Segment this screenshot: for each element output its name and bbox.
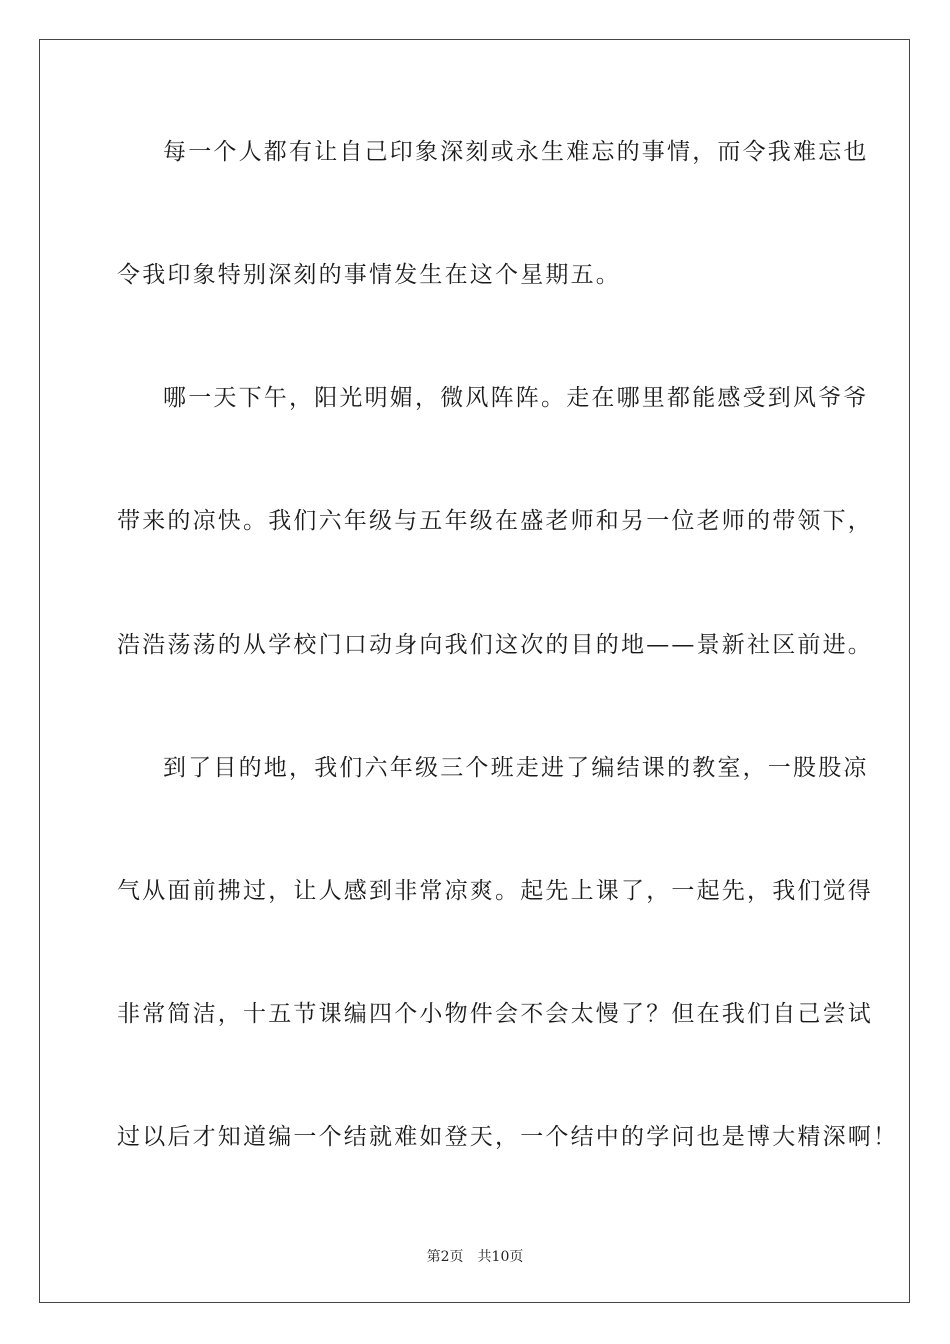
paragraph-3-line-3: 非常简洁，十五节课编四个小物件会不会太慢了？但在我们自己尝试: [117, 1001, 873, 1027]
page-number: 第2页: [426, 1249, 464, 1265]
paragraph-1-line-2: 令我印象特别深刻的事情发生在这个星期五。: [117, 262, 621, 288]
page-total: 共10页: [477, 1249, 524, 1265]
page-border: [39, 39, 910, 1303]
paragraph-3-line-2: 气从面前拂过，让人感到非常凉爽。起先上课了，一起先，我们觉得: [117, 878, 873, 904]
paragraph-3-line-1: 到了目的地，我们六年级三个班走进了编结课的教室，一股股凉: [163, 755, 869, 781]
page-footer: [0, 1248, 950, 1266]
paragraph-3-line-4: 过以后才知道编一个结就难如登天，一个结中的学问也是博大精深啊！: [117, 1124, 899, 1150]
paragraph-2-line-1: 哪一天下午，阳光明媚，微风阵阵。走在哪里都能感受到风爷爷: [163, 385, 869, 411]
paragraph-2-line-3: 浩浩荡荡的从学校门口动身向我们这次的目的地——景新社区前进。: [117, 632, 873, 658]
paragraph-2-line-2: 带来的凉快。我们六年级与五年级在盛老师和另一位老师的带领下，: [117, 508, 873, 534]
paragraph-1-line-1: 每一个人都有让自己印象深刻或永生难忘的事情，而令我难忘也: [163, 139, 869, 165]
